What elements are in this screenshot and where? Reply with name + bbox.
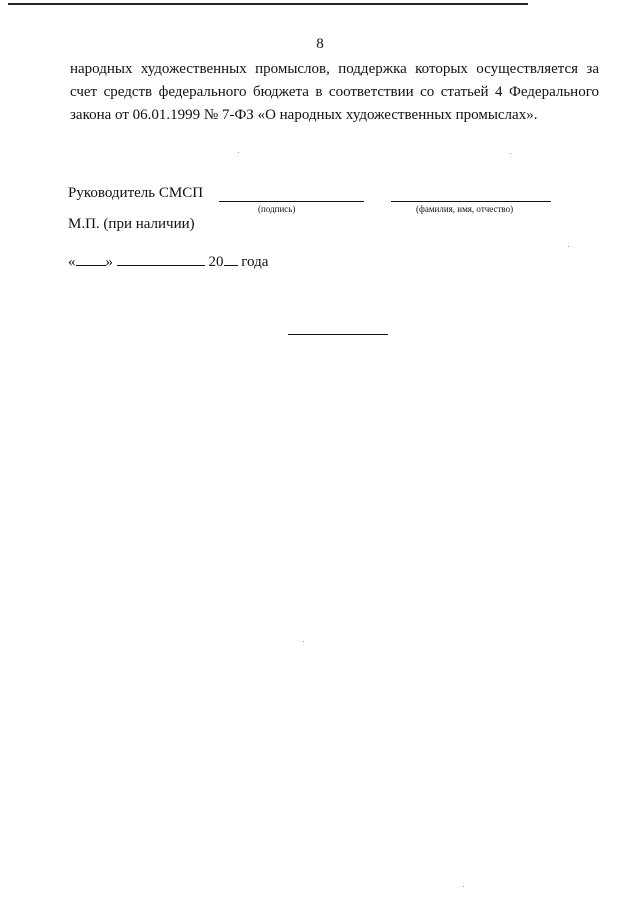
full-name-line xyxy=(391,201,551,202)
year-blank xyxy=(224,252,238,266)
top-border-rule xyxy=(8,3,528,5)
year-suffix: года xyxy=(241,254,269,270)
close-quote: » xyxy=(105,254,113,270)
full-name-caption: (фамилия, имя, отчество) xyxy=(416,204,514,214)
scan-speck xyxy=(463,886,464,887)
end-of-document-rule xyxy=(288,334,388,335)
scan-speck xyxy=(568,246,569,247)
scan-speck xyxy=(510,153,511,154)
day-blank xyxy=(76,252,106,266)
signature-block xyxy=(68,185,608,214)
body-paragraph xyxy=(70,58,599,127)
signature-line xyxy=(219,201,364,202)
open-quote: « xyxy=(68,254,76,270)
signature-row xyxy=(68,185,608,214)
scan-speck xyxy=(303,641,304,642)
month-blank xyxy=(117,252,205,266)
page-number: 8 xyxy=(316,36,324,52)
paragraph-line: народных художественных промыслов, поддержка которых осуществляется за xyxy=(70,61,599,77)
scan-speck xyxy=(238,152,239,153)
signature-caption: (подпись) xyxy=(258,204,296,214)
stamp-label: М.П. (при наличии) xyxy=(68,216,195,232)
date-line xyxy=(68,252,268,271)
paragraph-line: счет средств федерального бюджета в соответствии со статьей 4 Федерального xyxy=(70,84,599,100)
year-prefix: 20 xyxy=(208,254,224,270)
paragraph-line: закона от 06.01.1999 № 7-ФЗ «О народных художественных промыслах». xyxy=(70,107,538,123)
head-label: Руководитель СМСП xyxy=(68,185,204,201)
